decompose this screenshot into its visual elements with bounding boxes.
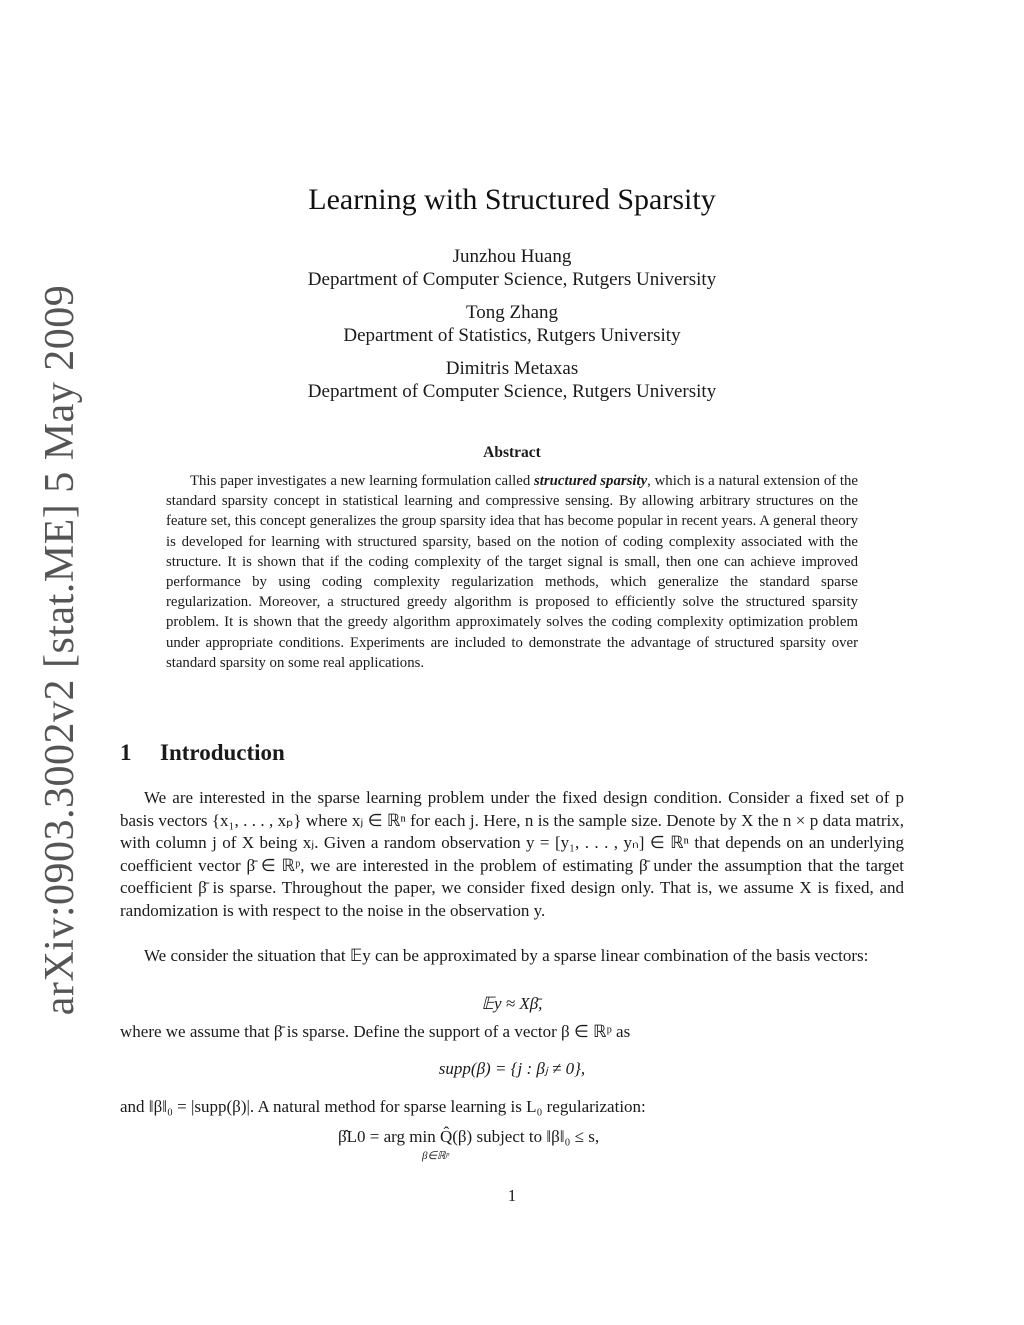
equation-2: supp(β) = {j : βⱼ ≠ 0}, (438, 1059, 586, 1078)
equation-1: 𝔼y ≈ Xβ̄, (481, 994, 543, 1013)
equation-3-main: β̂L0 = arg min Q̂(β) subject to ‖β‖₀ ≤ s, (338, 1127, 600, 1146)
author-affiliation: Department of Computer Science, Rutgers University (307, 269, 717, 290)
section-title: Introduction (160, 740, 285, 765)
author-name: Tong Zhang (465, 302, 559, 323)
paper-title: Learning with Structured Sparsity (308, 183, 716, 216)
page-number: 1 (507, 1186, 517, 1205)
author-affiliation: Department of Statistics, Rutgers University (343, 325, 681, 346)
author-affiliation: Department of Computer Science, Rutgers University (307, 381, 717, 402)
section-number: 1 (120, 740, 132, 765)
intro-paragraph-2: We consider the situation that 𝔼y can be approximated by a sparse linear combination of the basis vectors: (144, 946, 869, 965)
section-heading (120, 740, 285, 766)
abstract-emphasis: structured sparsity (534, 473, 648, 489)
author-name: Dimitris Metaxas (445, 358, 579, 379)
author-name: Junzhou Huang (452, 246, 572, 267)
equation-3-subscript: β∈ℝᵖ (422, 1150, 449, 1162)
abstract-heading: Abstract (483, 444, 541, 461)
abstract-text: This paper investigates a new learning formulation called structured sparsity, which is a natural extension of the standard sparsity concept in statistical learning and compressive sensing. By allowing arbitrary structures on the feature set, this concept generalizes the group sparsity idea that has become popular in recent years. A general theory is developed for learning with structured sparsity, based on the notion of coding complexity associated with the structure. It is shown that if the coding complexity of the target signal is small, then one can achieve improved performance by using coding complexity regularization methods, which generalize the standard sparse regularization. Moreover, a structured greedy algorithm is proposed to efficiently solve the structured sparsity problem. It is shown that the greedy algorithm approximately solves the coding complexity optimization problem under appropriate conditions. Experiments are included to demonstrate the advantage of structured sparsity over standard sparsity on some real applications. (166, 473, 858, 671)
intro-paragraph-3: where we assume that β̄ is sparse. Define the support of a vector β ∈ ℝᵖ as (120, 1022, 631, 1041)
intro-paragraph-4: and ‖β‖₀ = |supp(β)|. A natural method for sparse learning is L₀ regularization: (120, 1097, 646, 1116)
equation-3 (338, 1127, 600, 1162)
arxiv-identifier: arXiv:0903.3002v2 [stat.ME] 5 May 2009 (37, 284, 83, 1016)
intro-paragraph-1: We are interested in the sparse learning problem under the fixed design condition. Consider a fixed set of p basis vectors {x₁, . . . , xₚ} where xⱼ ∈ ℝⁿ for each j. Here, n is the sample size. Denote by X the n × p data matrix, with column j of X being xⱼ. Given a random observation y = [y₁, . . . , yₙ] ∈ ℝⁿ that depends on an underlying coefficient vector β̄ ∈ ℝᵖ, we are interested in the problem of estimating β̄ under the assumption that the target coefficient β̄ is sparse. Throughout the paper, we consider fixed design only. That is, we assume X is fixed, and randomization is with respect to the noise in the observation y. (120, 788, 904, 920)
